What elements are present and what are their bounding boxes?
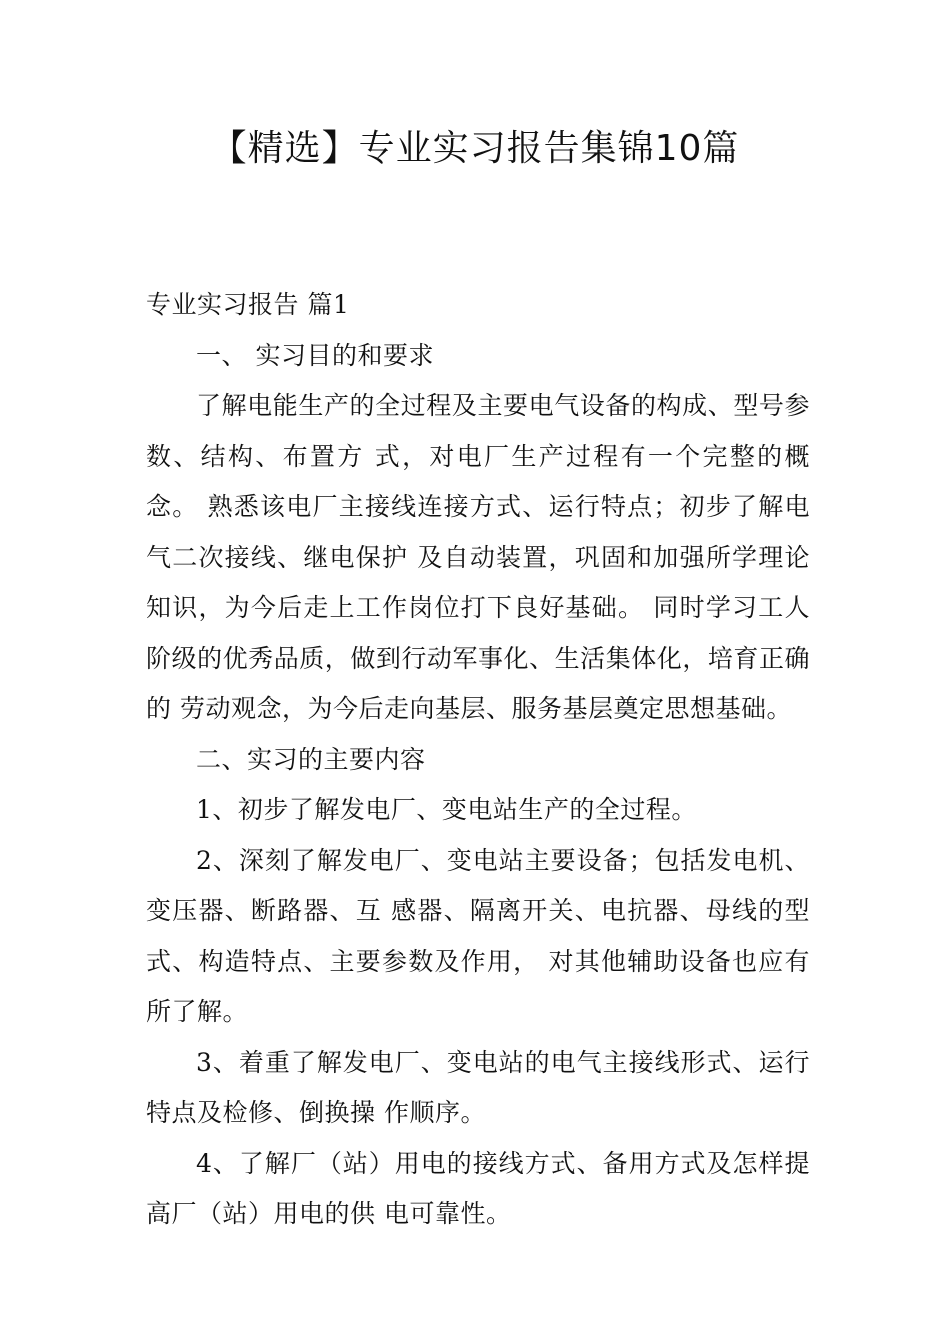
document-title: 【精选】专业实习报告集锦10篇 xyxy=(210,128,740,169)
paragraph-heading-purpose: 一、 实习目的和要求 xyxy=(196,340,434,370)
document-body xyxy=(146,280,810,1240)
paragraph-item-3: 3、着重了解发电厂、变电站的电气主接线形式、运行特点及检修、倒换操 作顺序。 xyxy=(146,1047,810,1127)
paragraph-item-2: 2、深刻了解发电厂、变电站主要设备；包括发电机、变压器、断路器、互 感器、隔离开关、电抗器、母线的型式、构造特点、主要参数及作用， 对其他辅助设备也应有所了解。 xyxy=(146,845,810,1026)
paragraph-purpose-text: 了解电能生产的全过程及主要电气设备的构成、型号参数、结构、布置方 式，对电厂生产过程有一个完整的概念。 熟悉该电厂主接线连接方式、运行特点；初步了解电气二次接线、继电保护 及自动装置，巩固和加强所学理论知识，为今后走上工作岗位打下良好基础。 同时学习工人阶级的优秀品质，做到行动军事化、生活集体化，培育正确的 劳动观念，为今后走向基层、服务基层奠定思想基础。 xyxy=(146,391,810,723)
paragraph-heading-content: 二、实习的主要内容 xyxy=(196,744,426,774)
section-heading: 专业实习报告 篇1 xyxy=(146,290,350,319)
paragraph-item-4: 4、了解厂（站）用电的接线方式、备用方式及怎样提高厂（站）用电的供 电可靠性。 xyxy=(146,1148,810,1228)
paragraph-item-1: 1、初步了解发电厂、变电站生产的全过程。 xyxy=(196,795,697,824)
